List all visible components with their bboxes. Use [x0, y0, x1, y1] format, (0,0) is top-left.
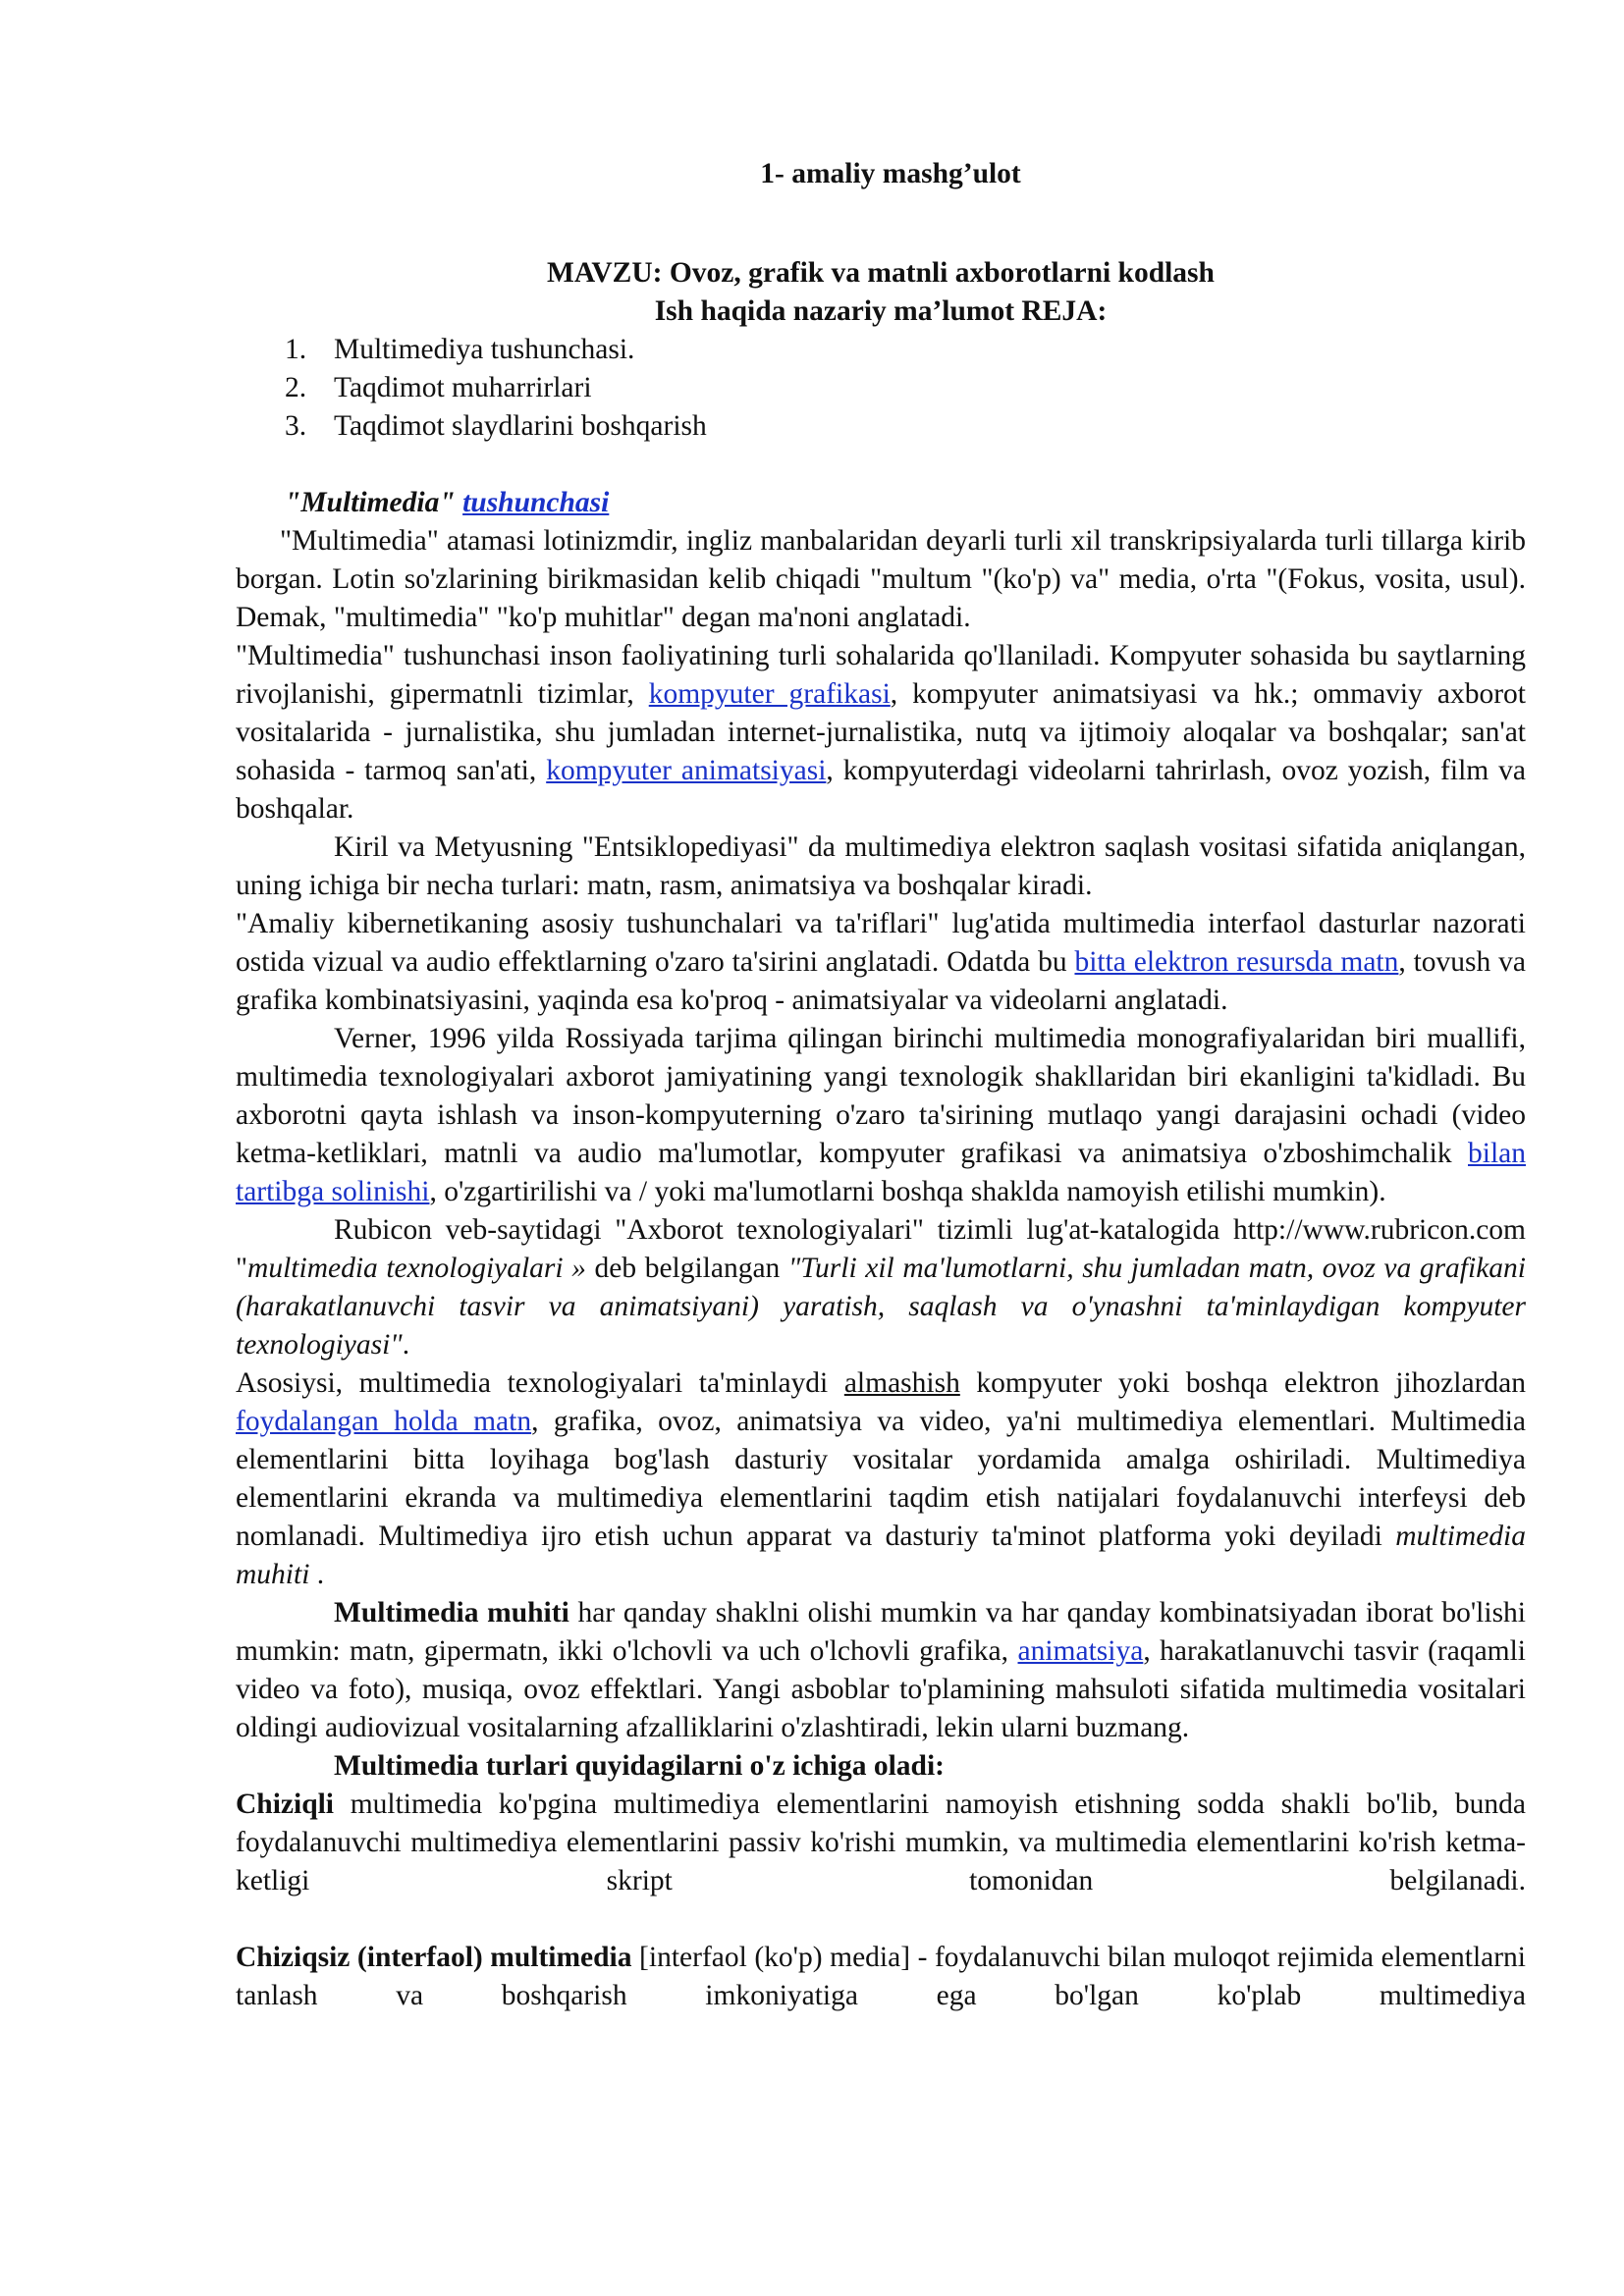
paragraph-1-text: "Multimedia" atamasi lotinizmdir, ingliz manbalaridan deyarli turli xil transkripsiyalarda turli tillarga kirib borgan. Lotin so'zlarining birikmasidan kelib chiqadi "multum "(ko'p) va" media, o'rta "(Fokus, vosita, usul). Demak, "multimedia" "ko'p muhitlar" degan ma'noni anglatadi. [236, 525, 1526, 633]
paragraph-3-text: Kiril va Metyusning "Entsiklopediyasi" da multimediya elektron saqlash vositasi sifatida aniqlangan, uning ichiga bir necha turlari: matn, rasm, animatsiya va boshqalar kiradi. [236, 831, 1526, 901]
link-bitta-elektron-resursda-matn[interactable]: bitta elektron resursda matn [1074, 946, 1399, 978]
plan-heading: Ish haqida nazariy ma’lumot REJA: [654, 295, 1108, 327]
paragraph-6-text: deb belgilangan [585, 1253, 788, 1284]
paragraph-7 [236, 1364, 1526, 1594]
paragraph-8-text: har qanday shaklni olishi mumkin va har qanday kombinatsiyadan iborat bo'lishi mumkin: matn, gipermatn, ikki o'lchovli va uch o'lchovli grafika, [236, 1597, 1526, 1667]
paragraph-9 [236, 1786, 1526, 1900]
topic-title: MAVZU: Ovoz, grafik va matnli axborotlarni kodlash [547, 257, 1215, 289]
plan-item [236, 331, 1526, 369]
paragraph-8-bold: Multimedia muhiti [334, 1597, 569, 1629]
paragraph-7-text: , grafika, ovoz, animatsiya va video, ya'ni multimediya elementlari. Multimedia elementlarini bitta loyihaga bog'lash dasturiy vositalar yordamida amalga oshiriladi. Multimediya elementlarini ekranda va multimediya elementlarini taqdim etish natijalari foydalanuvchi interfeysi deb nomlanadi. Multimediya ijro etish uchun apparat va dasturiy ta'minot platforma yoki deyiladi [236, 1406, 1526, 1552]
paragraph-6: Rubicon veb-saytidagi "Axborot texnologiyalari" tizimli lug'at-katalogida http://www.rubricon.com "multimedia texnologiyalari » deb belgilangan "Turli xil ma'lumotlarni, shu jumladan matn, ovoz va grafikani (harakatlanuvchi tasvir va animatsiyani) yaratish, saqlash va o'ynashni ta'minlaydigan kompyuter texnologiyasi". [236, 1214, 1526, 1361]
paragraph-2 [236, 637, 1526, 828]
paragraph-6-italic: multimedia texnologiyalari » [247, 1253, 586, 1284]
subtitle-text: "Multimedia" [285, 487, 463, 518]
paragraph-6-quote: "Turli xil ma'lumotlarni, shu jumladan matn, ovoz va grafikani (harakatlanuvchi tasvir va animatsiyani) yaratish, saqlash va o'ynashni ta'minlaydigan kompyuter texnologiyasi" [236, 1253, 1526, 1361]
plan-item-text: Multimediya tushunchasi. [334, 334, 635, 365]
plan-item-number: 3. [285, 410, 307, 442]
plan-item-number: 2. [285, 372, 307, 403]
paragraph-7-text: Asosiysi, multimedia texnologiyalari ta'minlaydi [236, 1367, 844, 1399]
paragraph-10 [236, 1939, 1526, 2015]
plan-item-text: Taqdimot slaydlarini boshqarish [334, 410, 707, 442]
link-kompyuter-grafikasi[interactable]: kompyuter grafikasi [648, 678, 891, 710]
paragraph-6-text: Rubicon veb-saytidagi "Axborot texnologiyalari" tizimli lug'at-katalogida http://www.rubricon.com " [236, 1214, 1526, 1284]
paragraph-2-text: , kompyuterdagi videolarni tahrirlash, ovoz yozish, film va boshqalar. [236, 755, 1526, 825]
plan-list [236, 331, 1526, 446]
subtitle-link[interactable]: tushunchasi [462, 487, 610, 518]
link-animatsiya[interactable]: animatsiya [1017, 1635, 1144, 1667]
link-kompyuter-animatsiyasi[interactable]: kompyuter animatsiyasi [546, 755, 827, 786]
link-foydalangan-holda-matn[interactable]: foydalangan holda matn [236, 1406, 532, 1437]
paragraph-1 [236, 522, 1526, 637]
paragraph-4-text: "Amaliy kibernetikaning asosiy tushunchalari va ta'riflari" lug'atida multimedia interfaol dasturlar nazorati ostida vizual va audio effektlarning o'zaro ta'sirini anglatadi. Odatda bu [236, 908, 1526, 978]
paragraph-7-text: kompyuter yoki boshqa elektron jihozlardan [959, 1367, 1526, 1399]
types-heading-text: Multimedia turlari quyidagilarni o'z ichiga oladi: [334, 1750, 945, 1782]
plan-item [236, 369, 1526, 407]
paragraph-10-bold: Chiziqsiz (interfaol) multimedia [236, 1942, 632, 1973]
paragraph-5 [236, 1020, 1526, 1211]
underlined-almashish: almashish [843, 1367, 960, 1399]
link-bilan-tartibga-solinishi[interactable]: bilan tartibga solinishi [236, 1138, 1526, 1207]
paragraph-2-text: "Multimedia" tushunchasi inson faoliyatining turli sohalarida qo'llaniladi. Kompyuter sohasida bu saytlarning rivojlanishi, gipermatnli tizimlar, [236, 640, 1526, 710]
paragraph-8-text: , harakatlanuvchi tasvir (raqamli video va foto), musiqa, ovoz effektlari. Yangi asboblar to'plamining mahsuloti sifatida multimedia vositalari oldingi audiovizual vositalarning afzalliklarini o'zlashtiradi, lekin ularni buzmang. [236, 1635, 1526, 1743]
paragraph-4 [236, 905, 1526, 1020]
paragraph-7-text: . [309, 1559, 325, 1590]
paragraph-4-text: , tovush va grafika kombinatsiyasini, yaqinda esa ko'proq - animatsiyalar va videolarni anglatadi. [236, 946, 1526, 1016]
paragraph-9-bold: Chiziqli [236, 1789, 334, 1820]
plan-item-text: Taqdimot muharrirlari [334, 372, 592, 403]
paragraph-2-text: , kompyuter animatsiyasi va hk.; ommaviy axborot vositalarida - jurnalistika, shu jumladan internet-jurnalistika, nutq va ijtimoiy aloqalar va boshqalar; san'at sohasida - tarmoq san'ati, [236, 678, 1526, 786]
paragraph-5-text: Verner, 1996 yilda Rossiyada tarjima qilingan birinchi multimedia monografiyalaridan biri muallifi, multimedia texnologiyalari axborot jamiyatining yangi texnologik shakllaridan biri ekanligini ta'kidladi. Bu axborotni qayta ishlash va inson-kompyuterning o'zaro ta'sirining mutlaqo yangi darajasini ochadi (video ketma-ketliklari, matnli va audio ma'lumotlar, kompyuter grafikasi va animatsiya o'zboshimchalik [236, 1023, 1526, 1169]
section-subtitle [236, 484, 1526, 522]
paragraph-9-text: multimedia ko'pgina multimediya elementlarini namoyish etishning sodda shakli bo'lib, bunda foydalanuvchi multimediya elementlarini passiv ko'rishi mumkin, va multimedia elementlarini ko'rish ketma-ketligi skript tomonidan belgilanadi. [236, 1789, 1526, 1896]
paragraph-7-italic: multimedia muhiti [236, 1521, 1526, 1590]
types-heading [236, 1747, 1526, 1786]
paragraph-5-text: , o'zgartirilishi va / yoki ma'lumotlarni boshqa shaklda namoyish etilishi mumkin). [429, 1176, 1386, 1207]
plan-item [236, 407, 1526, 446]
paragraph-8 [236, 1594, 1526, 1747]
paragraph-10-text: [interfaol (ko'p) media] - foydalanuvchi bilan muloqot rejimida elementlarni tanlash va boshqarish imkoniyatiga ega bo'lgan ko'plab multimediya [236, 1942, 1527, 2011]
page-heading: 1- amaliy mashg’ulot [760, 158, 1021, 189]
paragraph-3 [236, 828, 1526, 905]
plan-item-number: 1. [285, 334, 307, 365]
document-page [236, 147, 1526, 2015]
